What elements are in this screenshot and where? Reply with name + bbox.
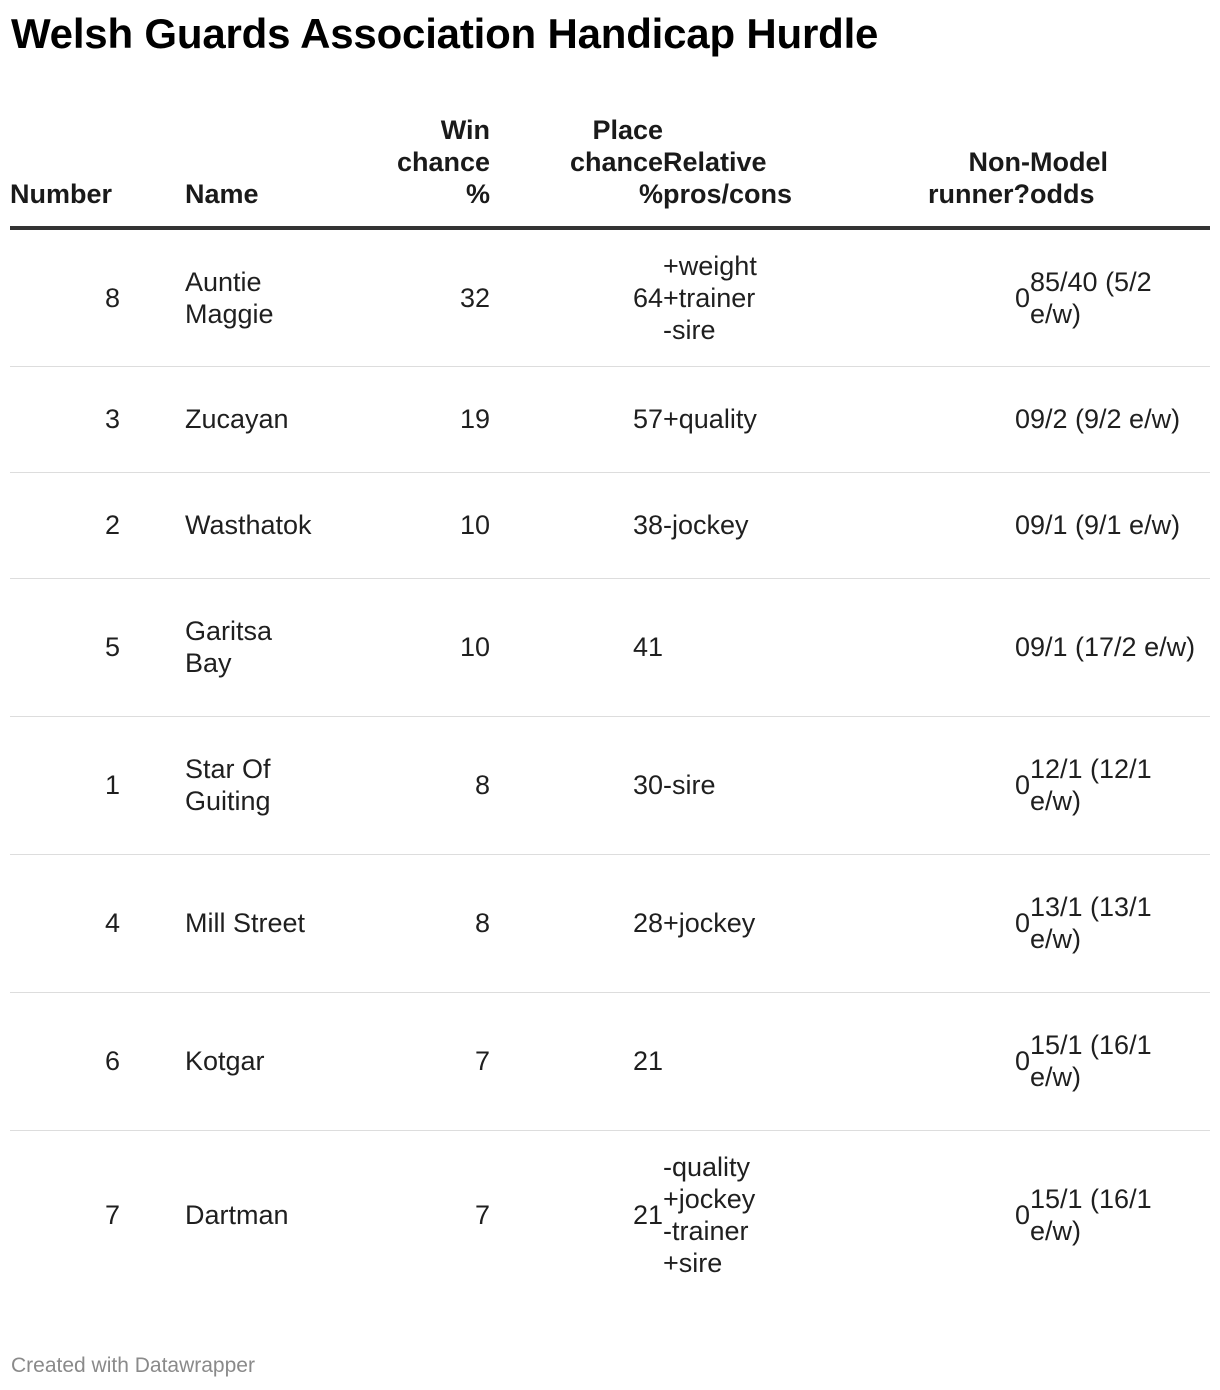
pros-cons-item: -sire — [663, 314, 716, 345]
number-value: 8 — [104, 282, 120, 313]
odds-value: 15/1 (16/1 e/w) — [1030, 1030, 1152, 1092]
horse-name: Zucayan — [185, 404, 289, 434]
cell-name — [185, 854, 340, 992]
horse-name: Auntie Maggie — [185, 266, 274, 329]
cell-model-odds — [1030, 366, 1210, 472]
table-body — [10, 228, 1210, 1300]
cell-place-chance: 41 — [490, 578, 663, 716]
pros-cons-item: +trainer — [663, 282, 756, 313]
pros-cons-item: +jockey — [663, 1184, 756, 1215]
cell-name — [185, 716, 340, 854]
header-win-line: % — [465, 179, 490, 209]
cell-non-runner: 0 — [870, 716, 1030, 854]
cell-win-chance: 8 — [340, 854, 490, 992]
number-value: 7 — [104, 1200, 120, 1231]
header-nr-line: Non- — [968, 147, 1030, 177]
cell-non-runner: 0 — [870, 228, 1030, 366]
chart-title: Welsh Guards Association Handicap Hurdle — [11, 10, 879, 57]
cell-pros-cons — [663, 366, 870, 472]
header-number-label: Number — [10, 179, 113, 209]
odds-value: 9/1 (17/2 e/w) — [1030, 632, 1196, 662]
header-win-line: Win — [440, 115, 490, 145]
cell-model-odds — [1030, 228, 1210, 366]
cell-win-chance: 10 — [340, 472, 490, 578]
odds-value: 9/1 (9/1 e/w) — [1030, 510, 1181, 540]
cell-non-runner: 0 — [870, 578, 1030, 716]
odds-value: 13/1 (13/1 e/w) — [1030, 892, 1152, 954]
cell-number — [10, 228, 185, 366]
header-place-line: % — [638, 179, 663, 209]
cell-name — [185, 578, 340, 716]
footer-credit: Created with Datawrapper — [11, 1354, 255, 1377]
cell-win-chance: 32 — [340, 228, 490, 366]
horse-name: Mill Street — [185, 908, 306, 938]
odds-value: 15/1 (16/1 e/w) — [1030, 1184, 1152, 1247]
header-odds-line: odds — [1030, 179, 1095, 209]
table-row — [10, 854, 1210, 992]
number-value: 4 — [104, 908, 120, 938]
cell-name — [185, 228, 340, 366]
cell-non-runner: 0 — [870, 854, 1030, 992]
header-place-line: chance — [569, 147, 663, 177]
horse-name: Dartman — [185, 1200, 289, 1231]
header-row — [10, 114, 1210, 228]
cell-win-chance: 19 — [340, 366, 490, 472]
horse-name: Star Of Guiting — [185, 754, 271, 816]
header-non-runner[interactable] — [870, 114, 1030, 228]
cell-number — [10, 992, 185, 1130]
table-row — [10, 1130, 1210, 1300]
cell-place-chance: 38 — [490, 472, 663, 578]
number-value: 1 — [104, 770, 120, 800]
cell-place-chance: 28 — [490, 854, 663, 992]
table-row — [10, 578, 1210, 716]
cell-place-chance: 57 — [490, 366, 663, 472]
header-number[interactable] — [10, 114, 185, 228]
header-odds-line: Model — [1030, 147, 1108, 177]
pros-cons-item: +quality — [663, 404, 757, 434]
pros-cons-item: -jockey — [663, 510, 749, 540]
number-value: 5 — [104, 632, 120, 662]
cell-pros-cons — [663, 1130, 870, 1300]
number-value: 3 — [104, 404, 120, 434]
cell-name — [185, 472, 340, 578]
cell-model-odds — [1030, 992, 1210, 1130]
odds-value: 85/40 (5/2 e/w) — [1030, 266, 1152, 329]
cell-pros-cons — [663, 578, 870, 716]
cell-pros-cons — [663, 716, 870, 854]
cell-place-chance: 21 — [490, 992, 663, 1130]
cell-number — [10, 716, 185, 854]
odds-value: 9/2 (9/2 e/w) — [1030, 404, 1181, 434]
header-name[interactable] — [185, 114, 340, 228]
cell-model-odds — [1030, 716, 1210, 854]
table-row — [10, 472, 1210, 578]
cell-model-odds — [1030, 472, 1210, 578]
cell-number — [10, 578, 185, 716]
cell-place-chance: 64 — [490, 228, 663, 366]
cell-model-odds — [1030, 854, 1210, 992]
header-place-chance[interactable] — [490, 114, 663, 228]
cell-model-odds — [1030, 578, 1210, 716]
header-pros-line: pros/cons — [663, 179, 793, 209]
header-model-odds[interactable] — [1030, 114, 1210, 228]
horse-name: Kotgar — [185, 1046, 265, 1076]
cell-non-runner: 0 — [870, 366, 1030, 472]
cell-win-chance: 8 — [340, 716, 490, 854]
cell-place-chance: 30 — [490, 716, 663, 854]
header-place-line: Place — [592, 115, 663, 145]
cell-name — [185, 1130, 340, 1300]
cell-non-runner: 0 — [1014, 1200, 1030, 1231]
cell-pros-cons — [663, 228, 870, 366]
cell-win-chance: 7 — [474, 1200, 490, 1231]
cell-pros-cons — [663, 992, 870, 1130]
table-row — [10, 366, 1210, 472]
cell-win-chance: 7 — [340, 992, 490, 1130]
horse-name: Wasthatok — [185, 510, 312, 540]
cell-name — [185, 366, 340, 472]
race-table — [10, 114, 1210, 1300]
table-row — [10, 716, 1210, 854]
header-win-chance[interactable] — [340, 114, 490, 228]
header-nr-line: runner? — [927, 179, 1030, 209]
header-win-line: chance — [396, 147, 490, 177]
cell-win-chance: 10 — [340, 578, 490, 716]
table-row — [10, 228, 1210, 366]
cell-pros-cons — [663, 854, 870, 992]
cell-name — [185, 992, 340, 1130]
pros-cons-item: -trainer — [663, 1216, 749, 1247]
horse-name: Garitsa Bay — [185, 616, 273, 678]
number-value: 6 — [104, 1046, 120, 1076]
header-pros-line: Relative — [663, 147, 767, 177]
cell-number — [10, 854, 185, 992]
cell-place-chance: 21 — [632, 1200, 663, 1231]
odds-value: 12/1 (12/1 e/w) — [1030, 754, 1152, 816]
cell-number — [10, 366, 185, 472]
cell-number — [10, 1130, 185, 1300]
number-value: 2 — [104, 510, 120, 540]
pros-cons-item: +sire — [663, 1248, 723, 1279]
pros-cons-item: -quality — [663, 1152, 751, 1183]
header-name-label: Name — [185, 179, 259, 209]
cell-model-odds — [1030, 1130, 1210, 1300]
table-row — [10, 992, 1210, 1130]
cell-non-runner: 0 — [870, 992, 1030, 1130]
cell-pros-cons — [663, 472, 870, 578]
pros-cons-item: +jockey — [663, 908, 756, 938]
cell-non-runner: 0 — [870, 472, 1030, 578]
pros-cons-item: +weight — [663, 250, 757, 281]
header-pros-cons[interactable] — [663, 114, 870, 228]
pros-cons-item: -sire — [663, 770, 716, 800]
cell-number — [10, 472, 185, 578]
